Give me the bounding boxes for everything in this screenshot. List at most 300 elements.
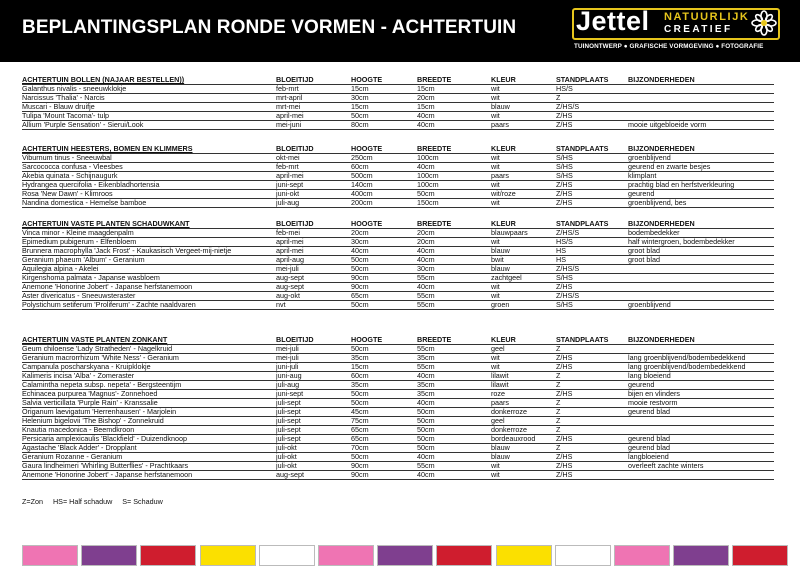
table-cell: wit	[491, 238, 556, 247]
table-cell: 50cm	[417, 426, 491, 435]
table-row	[22, 163, 774, 172]
table-cell: 40cm	[417, 112, 491, 121]
table-cell: 80cm	[351, 121, 417, 130]
table-cell: 40cm	[417, 399, 491, 408]
table-cell: Z	[556, 94, 628, 103]
table-cell: 20cm	[417, 229, 491, 238]
table-cell: Helenium bigelovii 'The Bishop' - Zonnekruid	[22, 417, 276, 426]
table-row	[22, 444, 774, 453]
table-cell: juli-aug	[276, 199, 351, 208]
table-cell: 55cm	[417, 274, 491, 283]
section-header-row	[22, 145, 774, 154]
table-cell: Z	[556, 408, 628, 417]
table-row	[22, 103, 774, 112]
table-cell: bodembedekker	[628, 229, 774, 238]
column-header: BLOEITIJD	[276, 145, 351, 154]
column-header: BIJZONDERHEDEN	[628, 145, 774, 154]
table-cell: 40cm	[417, 453, 491, 462]
table-cell: 30cm	[351, 94, 417, 103]
table-cell	[628, 94, 774, 103]
table-cell: 15cm	[351, 103, 417, 112]
table-cell: 35cm	[351, 354, 417, 363]
table-cell: Nandina domestica - Hemelse bamboe	[22, 199, 276, 208]
table-cell: Z/HS/S	[556, 265, 628, 274]
table-cell: 50cm	[351, 390, 417, 399]
table-cell: mei-juli	[276, 265, 351, 274]
table-cell: geel	[491, 345, 556, 354]
table-row	[22, 112, 774, 121]
column-header: BREEDTE	[417, 145, 491, 154]
table-cell: Z	[556, 381, 628, 390]
table-cell: roze	[491, 390, 556, 399]
table-row	[22, 399, 774, 408]
table-cell: 50cm	[417, 408, 491, 417]
table-cell: Akebia quinata - Schijnaugurk	[22, 172, 276, 181]
table-row	[22, 190, 774, 199]
table-cell: blauwpaars	[491, 229, 556, 238]
table-row	[22, 435, 774, 444]
column-header: HOOGTE	[351, 76, 417, 85]
table-cell: 60cm	[351, 163, 417, 172]
column-header: BLOEITIJD	[276, 336, 351, 345]
table-row	[22, 247, 774, 256]
table-cell: 65cm	[351, 426, 417, 435]
table-cell: juli-sept	[276, 408, 351, 417]
table-cell: wit	[491, 154, 556, 163]
table-cell: 40cm	[417, 471, 491, 480]
table-row	[22, 274, 774, 283]
color-swatch	[732, 545, 788, 566]
column-header: STANDPLAATS	[556, 220, 628, 229]
table-cell: wit	[491, 112, 556, 121]
table-cell: 50cm	[417, 190, 491, 199]
table-cell: aug-sept	[276, 274, 351, 283]
table-cell: lilawit	[491, 372, 556, 381]
table-cell: 400cm	[351, 190, 417, 199]
section-header-row	[22, 336, 774, 345]
table-cell: juni-okt	[276, 190, 351, 199]
table-cell: 15cm	[351, 363, 417, 372]
table-row	[22, 238, 774, 247]
table-cell: Z/HS	[556, 112, 628, 121]
table-row	[22, 381, 774, 390]
table-cell: 35cm	[351, 381, 417, 390]
table-cell: Persicaria amplexicaulis 'Blackfield' - Duizendknoop	[22, 435, 276, 444]
table-cell: 40cm	[417, 163, 491, 172]
table-cell: wit	[491, 462, 556, 471]
table-cell: geurend en zwarte besjes	[628, 163, 774, 172]
table-cell: groenblijvend	[628, 301, 774, 310]
table-cell: S/HS	[556, 301, 628, 310]
color-swatch	[81, 545, 137, 566]
table-cell: okt-mei	[276, 154, 351, 163]
table-cell	[628, 417, 774, 426]
table-cell: feb-mrt	[276, 85, 351, 94]
section-title: ACHTERTUIN BOLLEN (NAJAAR BESTELLEN))	[22, 76, 276, 85]
column-header: BIJZONDERHEDEN	[628, 220, 774, 229]
table-cell: Vinca minor - Kleine maagdenpalm	[22, 229, 276, 238]
table-row	[22, 292, 774, 301]
section-table	[22, 336, 774, 480]
table-cell: april-aug	[276, 256, 351, 265]
table-cell: groenblijvend	[628, 154, 774, 163]
table-row	[22, 363, 774, 372]
page-title: BEPLANTINGSPLAN RONDE VORMEN - ACHTERTUIN	[22, 17, 517, 38]
table-cell: Salvia verticillata 'Purple Rain' - Kranssalie	[22, 399, 276, 408]
table-cell: 50cm	[417, 444, 491, 453]
column-header: STANDPLAATS	[556, 76, 628, 85]
table-cell: Z	[556, 345, 628, 354]
table-cell: aug-sept	[276, 283, 351, 292]
column-header: HOOGTE	[351, 145, 417, 154]
table-cell: wit	[491, 292, 556, 301]
table-cell: Aquilegia alpina - Akelei	[22, 265, 276, 274]
table-cell: april-mei	[276, 172, 351, 181]
table-cell: juli-okt	[276, 462, 351, 471]
table-cell: bordeauxrood	[491, 435, 556, 444]
table-cell: HS	[556, 247, 628, 256]
table-cell: 65cm	[351, 292, 417, 301]
table-cell: 75cm	[351, 417, 417, 426]
table-cell: S/HS	[556, 163, 628, 172]
table-row	[22, 408, 774, 417]
table-cell: Kirgenshoma palmata - Japanse wasbloem	[22, 274, 276, 283]
table-cell: 40cm	[417, 283, 491, 292]
table-cell: HS/S	[556, 85, 628, 94]
table-cell: lang groenblijvend/bodembedekkend	[628, 363, 774, 372]
table-cell: 20cm	[351, 229, 417, 238]
table-cell: Allium 'Purple Sensation' - Sierui/Look	[22, 121, 276, 130]
section-title: ACHTERTUIN HEESTERS, BOMEN EN KLIMMERS	[22, 145, 276, 154]
section-title: ACHTERTUIN VASTE PLANTEN ZONKANT	[22, 336, 276, 345]
table-cell: 55cm	[417, 301, 491, 310]
column-header: KLEUR	[491, 220, 556, 229]
table-cell: 20cm	[417, 94, 491, 103]
table-cell: Z/HS	[556, 435, 628, 444]
table-cell: 50cm	[351, 112, 417, 121]
table-cell: half wintergroen, bodembedekker	[628, 238, 774, 247]
table-cell: paars	[491, 399, 556, 408]
section-header-row	[22, 220, 774, 229]
table-cell	[628, 85, 774, 94]
table-cell	[628, 265, 774, 274]
table-cell: juni-sept	[276, 390, 351, 399]
table-cell: 100cm	[417, 154, 491, 163]
table-cell: donkerroze	[491, 426, 556, 435]
table-cell: 90cm	[351, 274, 417, 283]
table-row	[22, 199, 774, 208]
section-header-row	[22, 76, 774, 85]
table-cell: lang groenblijvend/bodembedekkend	[628, 354, 774, 363]
table-cell: bijen en vlinders	[628, 390, 774, 399]
table-cell: juli-sept	[276, 435, 351, 444]
table-cell: mooie restvorm	[628, 399, 774, 408]
table-cell: 65cm	[351, 435, 417, 444]
table-cell: wit	[491, 94, 556, 103]
table-cell: groen	[491, 301, 556, 310]
column-header: KLEUR	[491, 76, 556, 85]
table-cell: Narcissus 'Thalia' - Narcis	[22, 94, 276, 103]
color-swatch	[555, 545, 611, 566]
table-cell: geel	[491, 417, 556, 426]
table-cell: 250cm	[351, 154, 417, 163]
table-cell: mrt-april	[276, 94, 351, 103]
table-cell: 50cm	[417, 435, 491, 444]
table-cell: mei-juni	[276, 121, 351, 130]
table-cell: Z/HS	[556, 199, 628, 208]
table-cell: Z/HS	[556, 121, 628, 130]
table-cell: Brunnera macrophylla 'Jack Frost' - Kaukasisch Vergeet-mij-nietje	[22, 247, 276, 256]
table-cell	[628, 112, 774, 121]
table-cell: juni-juli	[276, 363, 351, 372]
table-cell: Anemone 'Honorine Jobert' - Japanse herfstanemoon	[22, 283, 276, 292]
color-swatch	[140, 545, 196, 566]
table-cell: groot blad	[628, 256, 774, 265]
column-header: BLOEITIJD	[276, 220, 351, 229]
table-cell: nvt	[276, 301, 351, 310]
table-cell: Knautia macedonica - Beemdkroon	[22, 426, 276, 435]
table-cell: Geum chiloense 'Lady Stratheden' - Nagelkruid	[22, 345, 276, 354]
table-row	[22, 265, 774, 274]
table-cell: Aster divericatus - Sneeuwsteraster	[22, 292, 276, 301]
table-row	[22, 462, 774, 471]
table-cell: groenblijvend, bes	[628, 199, 774, 208]
table-cell: Z/HS	[556, 471, 628, 480]
table-row	[22, 256, 774, 265]
table-cell: 55cm	[417, 292, 491, 301]
table-cell: Z/HS	[556, 181, 628, 190]
table-cell: 50cm	[351, 399, 417, 408]
table-cell	[628, 103, 774, 112]
table-cell: Z	[556, 399, 628, 408]
table-cell: Hydrangea quercifolia - Eikenbladhortensia	[22, 181, 276, 190]
table-cell: bwit	[491, 256, 556, 265]
table-cell: juni-sept	[276, 181, 351, 190]
table-cell: lang bloeiend	[628, 372, 774, 381]
table-cell: overleeft zachte winters	[628, 462, 774, 471]
column-header: BREEDTE	[417, 336, 491, 345]
table-cell: Polystichum setiferum 'Proliferum' - Zachte naaldvaren	[22, 301, 276, 310]
table-cell: Z/HS/S	[556, 292, 628, 301]
table-cell: blauw	[491, 103, 556, 112]
color-swatch	[318, 545, 374, 566]
table-cell: Z	[556, 372, 628, 381]
table-cell: 90cm	[351, 283, 417, 292]
table-row	[22, 372, 774, 381]
table-cell: Origanum laevigatum 'Herrenhausen' - Marjolein	[22, 408, 276, 417]
logo-subline: TUINONTWERP ● GRAFISCHE VORMGEVING ● FOTOGRAFIE	[574, 43, 764, 50]
table-cell: juli-okt	[276, 453, 351, 462]
table-cell	[628, 471, 774, 480]
table-cell: wit	[491, 283, 556, 292]
color-swatch	[496, 545, 552, 566]
table-cell: geurend blad	[628, 408, 774, 417]
table-cell: Geranium Rozanne - Geranium	[22, 453, 276, 462]
table-cell: wit	[491, 199, 556, 208]
table-cell: 40cm	[417, 121, 491, 130]
table-cell: Z	[556, 417, 628, 426]
table-row	[22, 172, 774, 181]
table-cell: 20cm	[417, 238, 491, 247]
table-cell: Anemone 'Honorine Jobert' - Japanse herfstanemoon	[22, 471, 276, 480]
table-cell: klimplant	[628, 172, 774, 181]
table-row	[22, 354, 774, 363]
table-cell	[628, 292, 774, 301]
table-cell: blauw	[491, 453, 556, 462]
column-header: BIJZONDERHEDEN	[628, 76, 774, 85]
column-header: BIJZONDERHEDEN	[628, 336, 774, 345]
table-cell: wit	[491, 354, 556, 363]
jettel-logo	[572, 8, 780, 56]
table-cell: 90cm	[351, 471, 417, 480]
column-header: KLEUR	[491, 336, 556, 345]
table-cell: 40cm	[417, 256, 491, 265]
table-cell: Viburnum tinus - Sneeuwbal	[22, 154, 276, 163]
table-cell: 50cm	[351, 301, 417, 310]
color-swatches	[22, 545, 786, 566]
table-cell: feb-mrt	[276, 163, 351, 172]
table-cell: 35cm	[417, 390, 491, 399]
table-cell: geurend	[628, 190, 774, 199]
table-cell: wit/roze	[491, 190, 556, 199]
legend-text: Z=Zon HS= Half schaduw S= Schaduw	[22, 497, 163, 506]
header-bar	[0, 0, 800, 62]
section-title: ACHTERTUIN VASTE PLANTEN SCHADUWKANT	[22, 220, 276, 229]
table-row	[22, 283, 774, 292]
table-cell: 140cm	[351, 181, 417, 190]
table-cell: 40cm	[417, 247, 491, 256]
table-cell: Z/HS	[556, 354, 628, 363]
table-cell: 35cm	[417, 354, 491, 363]
table-cell: 30cm	[351, 238, 417, 247]
table-cell: Campanula poscharskyana - Kruipklokje	[22, 363, 276, 372]
table-cell: 50cm	[351, 453, 417, 462]
table-cell: aug-okt	[276, 292, 351, 301]
table-row	[22, 453, 774, 462]
table-cell: 200cm	[351, 199, 417, 208]
column-header: HOOGTE	[351, 220, 417, 229]
flower-icon	[751, 10, 777, 36]
column-header: STANDPLAATS	[556, 145, 628, 154]
table-cell: 55cm	[417, 345, 491, 354]
table-cell: S/HS	[556, 154, 628, 163]
table-cell: paars	[491, 121, 556, 130]
table-cell: Z/HS	[556, 363, 628, 372]
table-cell: juli-okt	[276, 444, 351, 453]
column-header: KLEUR	[491, 145, 556, 154]
table-cell: 15cm	[417, 103, 491, 112]
table-cell: HS	[556, 256, 628, 265]
table-cell: 35cm	[417, 381, 491, 390]
table-cell: geurend blad	[628, 435, 774, 444]
table-cell: 50cm	[417, 417, 491, 426]
table-row	[22, 154, 774, 163]
color-swatch	[377, 545, 433, 566]
table-cell: 40cm	[351, 247, 417, 256]
table-cell: juli-sept	[276, 399, 351, 408]
table-cell: mei-juli	[276, 345, 351, 354]
logo-brand: Jettel	[576, 6, 650, 36]
color-swatch	[436, 545, 492, 566]
table-cell: april-mei	[276, 112, 351, 121]
table-cell: Echinacea purpurea 'Magnus'- Zonnehoed	[22, 390, 276, 399]
table-cell: geurend blad	[628, 444, 774, 453]
table-cell: blauw	[491, 247, 556, 256]
logo-tag-top: NATUURLIJK	[664, 11, 750, 23]
table-row	[22, 345, 774, 354]
table-cell: wit	[491, 163, 556, 172]
table-cell: 55cm	[417, 462, 491, 471]
table-cell: lilawit	[491, 381, 556, 390]
table-cell: Z/HS	[556, 190, 628, 199]
table-row	[22, 471, 774, 480]
section-table	[22, 145, 774, 208]
color-swatch	[259, 545, 315, 566]
table-row	[22, 390, 774, 399]
table-cell: juni-aug	[276, 372, 351, 381]
table-cell: feb-mei	[276, 229, 351, 238]
table-cell: 50cm	[351, 256, 417, 265]
table-cell: Muscari - Blauw druifje	[22, 103, 276, 112]
table-cell	[628, 345, 774, 354]
table-cell: aug-sept	[276, 471, 351, 480]
table-cell: juli-aug	[276, 381, 351, 390]
table-cell: Sarcococca confusa - Vleesbes	[22, 163, 276, 172]
section-table	[22, 76, 774, 130]
table-cell: Z	[556, 444, 628, 453]
table-cell: paars	[491, 172, 556, 181]
table-cell	[628, 426, 774, 435]
table-cell: 70cm	[351, 444, 417, 453]
color-swatch	[673, 545, 729, 566]
table-cell: 100cm	[417, 181, 491, 190]
table-cell: zachtgeel	[491, 274, 556, 283]
table-cell: 40cm	[417, 372, 491, 381]
table-cell: prachtig blad en herfstverkleuring	[628, 181, 774, 190]
table-row	[22, 85, 774, 94]
column-header: HOOGTE	[351, 336, 417, 345]
table-cell	[628, 283, 774, 292]
table-cell: Gaura lindheimeri 'Whirling Butterflies' - Prachtkaars	[22, 462, 276, 471]
table-cell: HS/S	[556, 238, 628, 247]
table-cell: Geranium phaeum 'Album' - Geranium	[22, 256, 276, 265]
table-cell: Calamintha nepeta subsp. nepeta' - Bergsteentijm	[22, 381, 276, 390]
table-cell: donkerroze	[491, 408, 556, 417]
table-cell: wit	[491, 363, 556, 372]
table-cell: Galanthus nivalis - sneeuwklokje	[22, 85, 276, 94]
color-swatch	[200, 545, 256, 566]
table-cell: wit	[491, 85, 556, 94]
table-cell: 500cm	[351, 172, 417, 181]
table-cell: geurend	[628, 381, 774, 390]
table-row	[22, 301, 774, 310]
column-header: BREEDTE	[417, 220, 491, 229]
table-cell: blauw	[491, 444, 556, 453]
table-cell: Rosa 'New Dawn' - Klimroos	[22, 190, 276, 199]
table-cell: langbloeiend	[628, 453, 774, 462]
table-cell: wit	[491, 471, 556, 480]
table-cell: april-mei	[276, 238, 351, 247]
table-cell: Z/HS/S	[556, 229, 628, 238]
table-cell: Z/HS	[556, 453, 628, 462]
column-header: BLOEITIJD	[276, 76, 351, 85]
table-row	[22, 94, 774, 103]
table-cell: 30cm	[417, 265, 491, 274]
table-cell: Z	[556, 426, 628, 435]
table-cell: mrt-mei	[276, 103, 351, 112]
table-cell: groot blad	[628, 247, 774, 256]
table-cell: april-mei	[276, 247, 351, 256]
